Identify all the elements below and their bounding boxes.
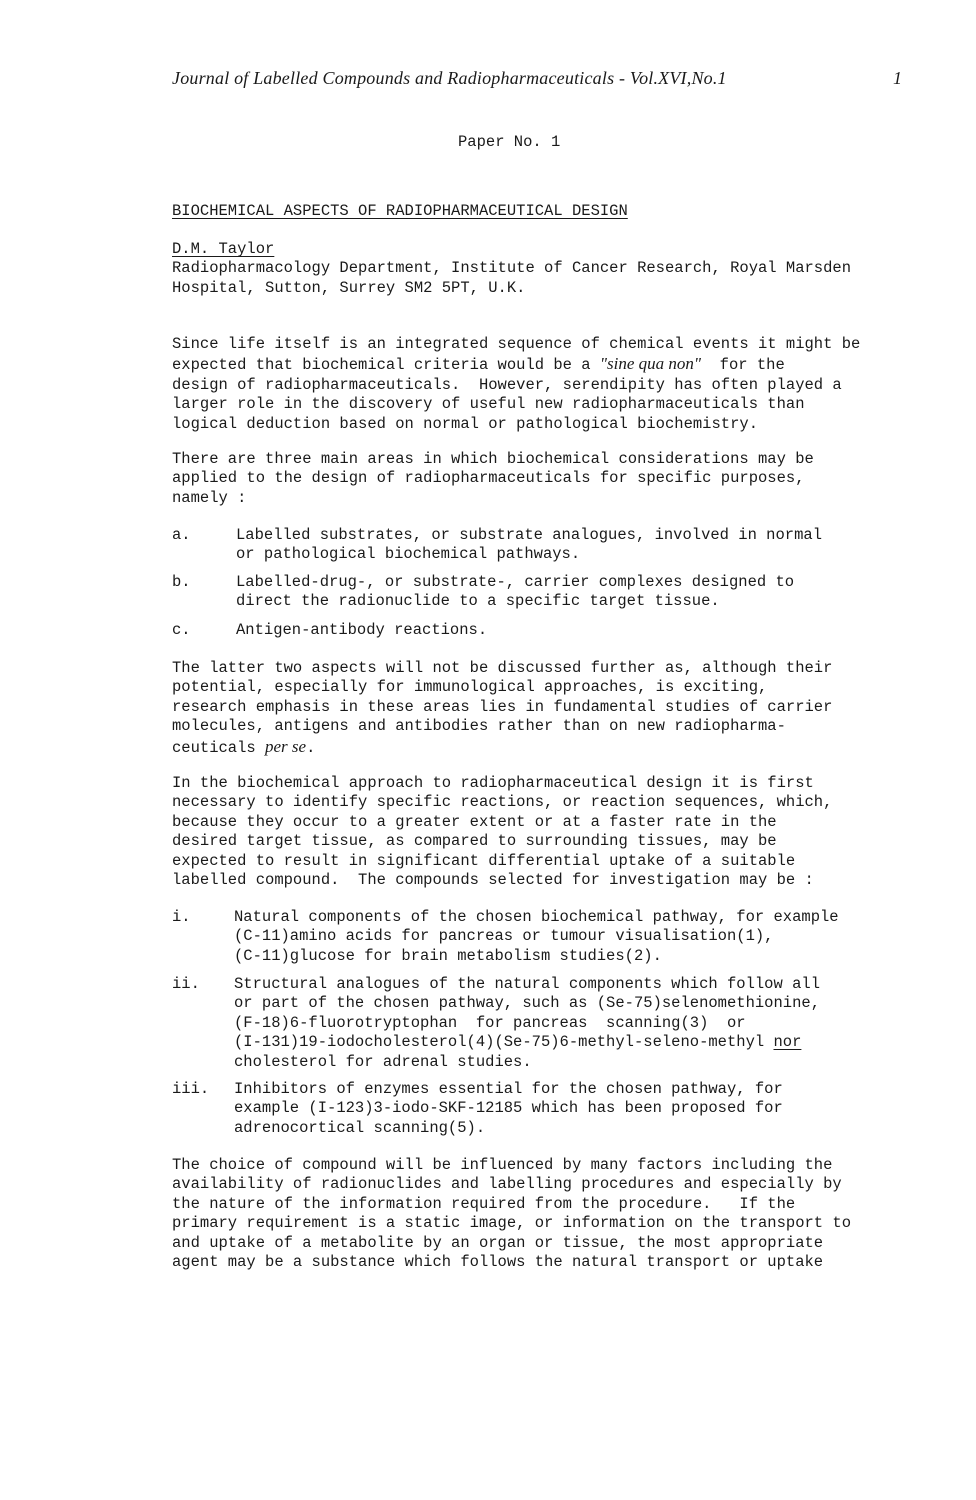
text-line xyxy=(172,354,892,375)
text-span: ceuticals xyxy=(172,738,266,757)
italic-phrase: "sine qua non" xyxy=(599,354,702,374)
text-line: expected to result in significant differential uptake of a suitable xyxy=(172,851,796,870)
text-span: . xyxy=(306,738,316,757)
journal-header: Journal of Labelled Compounds and Radiopharmaceuticals - Vol.XVI,No.1 xyxy=(172,68,727,88)
text-line: because they occur to a greater extent or at a faster rate in the xyxy=(172,812,777,831)
paragraph-latter xyxy=(172,659,892,758)
list-item-a xyxy=(172,526,892,566)
author: D.M. Taylor xyxy=(172,240,275,258)
text-line: In the biochemical approach to radiopharmaceutical design it is first xyxy=(172,774,814,792)
text-line: desired target tissue, as compared to surrounding tissues, may be xyxy=(172,832,777,851)
text-line: (F-18)6-fluorotryptophan for pancreas scanning(3) or xyxy=(234,1013,746,1032)
text-line: (C-11)amino acids for pancreas or tumour visualisation(1), xyxy=(234,927,774,946)
text-line: agent may be a substance which follows the natural transport or uptake xyxy=(172,1253,824,1272)
text-line: research emphasis in these areas lies in fundamental studies of carrier xyxy=(172,697,833,716)
text-line: Natural components of the chosen biochemical pathway, for example xyxy=(234,908,839,926)
affiliation xyxy=(172,259,851,298)
text-line: and uptake of a metabolite by an organ or tissue, the most appropriate xyxy=(172,1233,824,1252)
paragraph-intro xyxy=(172,335,892,434)
text-line: or pathological biochemical pathways. xyxy=(236,545,581,564)
text-line: There are three main areas in which biochemical considerations may be xyxy=(172,450,814,468)
paragraph-choice xyxy=(172,1156,892,1272)
text-line: Structural analogues of the natural components which follow all xyxy=(234,975,820,993)
list-item-c xyxy=(172,621,892,641)
text-line: Antigen-antibody reactions. xyxy=(236,621,488,639)
text-line: The latter two aspects will not be discussed further as, although their xyxy=(172,659,833,677)
list-text xyxy=(236,621,487,640)
text-line: Labelled-drug-, or substrate-, carrier complexes designed to xyxy=(236,573,795,591)
list-text xyxy=(234,1080,783,1138)
text-line: potential, especially for immunological approaches, is exciting, xyxy=(172,678,768,697)
text-line: the nature of the information required from the procedure. If the xyxy=(172,1194,796,1213)
page-number: 1 xyxy=(893,68,902,88)
text-span: expected that biochemical criteria would be a xyxy=(172,356,600,375)
text-line: Inhibitors of enzymes essential for the chosen pathway, for xyxy=(234,1080,783,1098)
text-line xyxy=(172,737,892,758)
list-text xyxy=(234,975,820,1072)
text-line: adrenocortical scanning(5). xyxy=(234,1118,486,1137)
text-span: for the xyxy=(701,356,785,375)
list-item-b xyxy=(172,573,892,613)
text-line: namely : xyxy=(172,488,247,507)
text-line: labelled compound. The compounds selected for investigation may be : xyxy=(172,871,814,890)
paragraph-areas xyxy=(172,450,892,508)
list-item-ii xyxy=(172,975,892,1075)
list-text xyxy=(236,573,794,612)
text-line: The choice of compound will be influenced by many factors including the xyxy=(172,1156,833,1174)
text-line: logical deduction based on normal or pathological biochemistry. xyxy=(172,414,758,433)
text-line: example (I-123)3-iodo-SKF-12185 which has been proposed for xyxy=(234,1099,783,1118)
list-label: b. xyxy=(172,573,191,591)
list-label: i. xyxy=(172,908,191,926)
affiliation-line: Hospital, Sutton, Surrey SM2 5PT, U.K. xyxy=(172,278,526,297)
list-label: iii. xyxy=(172,1080,210,1098)
text-line: direct the radionuclide to a specific target tissue. xyxy=(236,592,720,611)
paper-title-text: BIOCHEMICAL ASPECTS OF RADIOPHARMACEUTICAL DESIGN xyxy=(172,202,628,220)
paper-number: Paper No. 1 xyxy=(458,133,561,151)
paper-title xyxy=(172,202,628,220)
italic-phrase: per se xyxy=(265,736,307,756)
list-label: c. xyxy=(172,621,191,639)
text-line xyxy=(234,1033,820,1052)
affiliation-line: Radiopharmacology Department, Institute of Cancer Research, Royal Marsden xyxy=(172,259,852,277)
text-line: Labelled substrates, or substrate analogues, involved in normal xyxy=(236,526,822,544)
paragraph-approach xyxy=(172,774,892,890)
text-line: applied to the design of radiopharmaceuticals for specific purposes, xyxy=(172,469,805,488)
text-line: or part of the chosen pathway, such as (Se-75)selenomethionine, xyxy=(234,994,820,1013)
text-line: molecules, antigens and antibodies rather than on new radiopharma- xyxy=(172,717,786,736)
text-line: Since life itself is an integrated sequence of chemical events it might be xyxy=(172,335,861,353)
text-line: availability of radionuclides and labelling procedures and especially by xyxy=(172,1175,842,1194)
text-line: design of radiopharmaceuticals. However, serendipity has often played a xyxy=(172,375,842,394)
text-line: cholesterol for adrenal studies. xyxy=(234,1052,532,1071)
text-line: necessary to identify specific reactions, or reaction sequences, which, xyxy=(172,793,833,812)
text-line: larger role in the discovery of useful new radiopharmaceuticals than xyxy=(172,395,805,414)
text-line: (C-11)glucose for brain metabolism studies(2). xyxy=(234,946,662,965)
list-item-iii xyxy=(172,1080,892,1140)
list-label: ii. xyxy=(172,975,200,993)
text-span: (I-131)19-iodocholesterol(4)(Se-75)6-methyl-seleno-methyl xyxy=(234,1033,774,1052)
underlined-word: nor xyxy=(773,1033,802,1052)
list-label: a. xyxy=(172,526,191,544)
list-text xyxy=(234,908,839,966)
text-line: primary requirement is a static image, or information on the transport to xyxy=(172,1214,852,1233)
list-item-i xyxy=(172,908,892,968)
list-text xyxy=(236,526,822,565)
